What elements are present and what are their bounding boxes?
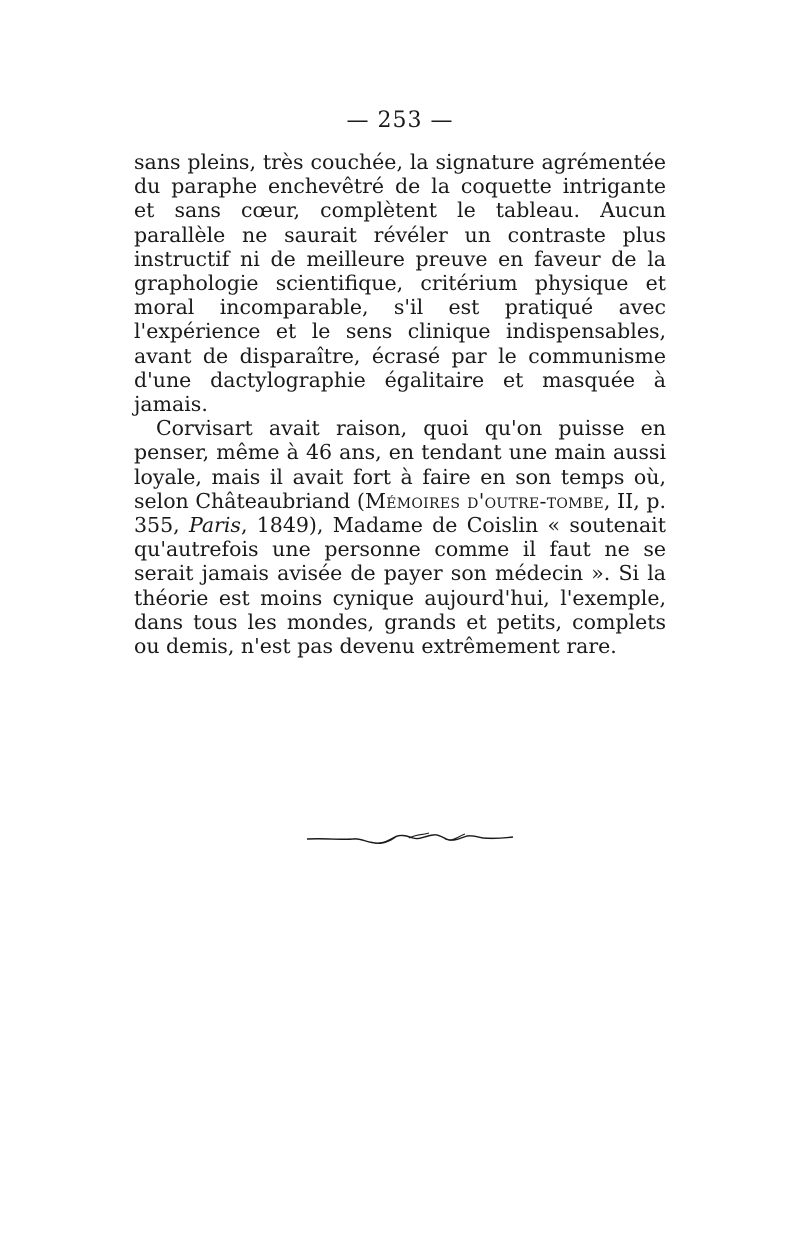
page-number: — 253 — <box>346 108 454 133</box>
paragraph-1: sans pleins, très couchée, la signature agrémentée du paraphe enchevêtré de la coquette intrigante et sans cœur, complètent le tableau. Aucun parallèle ne saurait révéler un contraste plus instructif ni de meilleure preuve en faveur de la graphologie scientifique, critérium physique et moral incomparable, s'il est pratiqué avec l'expérience et le sens clinique indispensables, avant de disparaître, écrasé par le communisme d'une dactylographie égalitaire et masquée à jamais. <box>134 150 666 417</box>
citation-reference: , II, p. 355, <box>134 488 667 538</box>
paragraph-2-part-2: , 1849), Madame de Coislin « soutenait qu'autrefois une personne comme il faut ne se serait jamais avisée de payer son médecin ». Si la théorie est moins cynique aujourd'hui, l'exemple, dans tous les mondes, grands et petits, complets ou demis, n'est pas devenu extrêmement rare. <box>134 513 666 659</box>
tailpiece-ornament <box>305 826 515 850</box>
citation-place: Paris <box>188 513 241 538</box>
citation-title: Mémoires d'outre-tombe <box>364 488 604 513</box>
paragraph-2-part-1: Corvisart avait raison, quoi qu'on puisse en penser, même à 46 ans, en tendant une main aussi loyale, mais il avait fort à faire en son temps où, selon Châteaubriand ( <box>134 416 666 513</box>
body-text <box>134 150 666 658</box>
paragraph-2 <box>134 416 666 658</box>
